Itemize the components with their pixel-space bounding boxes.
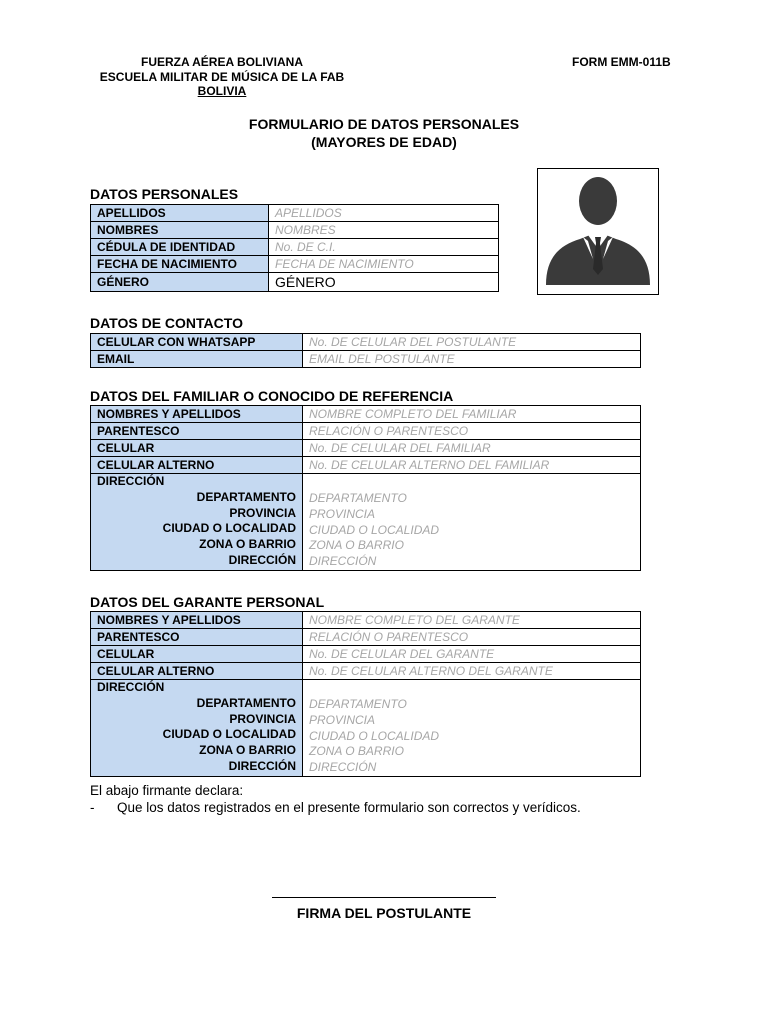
declaration-item: - Que los datos registrados en el presente formulario son correctos y verídicos. [90,800,581,815]
table-row [91,222,499,239]
table-row [91,256,499,273]
field-label: ZONA O BARRIO [199,537,296,552]
form-title-line1: FORMULARIO DE DATOS PERSONALES [248,116,520,132]
field-label: DIRECCIÓN [228,552,296,567]
table-row [91,273,499,292]
section-heading-contact: DATOS DE CONTACTO [90,315,243,331]
field-label: FECHA DE NACIMIENTO [91,256,269,273]
reference-phone-field[interactable]: No. DE CELULAR DEL FAMILIAR [303,440,641,457]
field-label: CIUDAD O LOCALIDAD [162,727,296,742]
declaration-intro: El abajo firmante declara: [90,783,244,798]
field-label: PARENTESCO [91,629,303,646]
field-label: ZONA O BARRIO [199,743,296,758]
id-number-field[interactable]: No. DE C.I. [269,239,499,256]
table-row [91,334,641,351]
field-label: PARENTESCO [91,423,303,440]
country-name: BOLIVIA [197,84,247,98]
address-label: DIRECCIÓN [97,474,165,488]
reference-name-field[interactable]: NOMBRE COMPLETO DEL FAMILIAR [303,406,641,423]
reference-zone-field[interactable]: ZONA O BARRIO [309,538,404,553]
signature-line[interactable] [272,897,496,898]
field-label: CELULAR ALTERNO [91,663,303,680]
table-row [91,457,641,474]
reference-data-table [90,405,641,571]
table-row [91,663,641,680]
address-values [303,474,641,571]
form-title-line2: (MAYORES DE EDAD) [311,134,457,150]
names-field[interactable]: NOMBRES [269,222,499,239]
field-label: EMAIL [91,351,303,368]
declaration [90,782,581,816]
section-heading-personal: DATOS PERSONALES [90,186,239,202]
photo-box[interactable] [537,168,659,295]
guarantor-alt-phone-field[interactable]: No. DE CELULAR ALTERNO DEL GARANTE [303,663,641,680]
person-silhouette-icon [538,169,657,293]
field-label: PROVINCIA [229,711,296,726]
reference-city-field[interactable]: CIUDAD O LOCALIDAD [309,522,440,537]
school-name: ESCUELA MILITAR DE MÚSICA DE LA FAB [99,69,345,84]
reference-province-field[interactable]: PROVINCIA [309,506,376,521]
surname-field[interactable]: APELLIDOS [269,205,499,222]
field-label: CÉDULA DE IDENTIDAD [91,239,269,256]
reference-department-field[interactable]: DEPARTAMENTO [309,491,407,505]
guarantor-zone-field[interactable]: ZONA O BARRIO [309,744,404,759]
table-row [91,646,641,663]
guarantor-city-field[interactable]: CIUDAD O LOCALIDAD [309,728,440,743]
field-label: NOMBRES Y APELLIDOS [91,612,303,629]
guarantor-relationship-field[interactable]: RELACIÓN O PARENTESCO [303,629,641,646]
gender-select[interactable]: GÉNERO [269,273,499,292]
guarantor-department-field[interactable]: DEPARTAMENTO [309,697,407,711]
section-heading-reference: DATOS DEL FAMILIAR O CONOCIDO DE REFERENCIA [90,388,454,404]
field-label: CELULAR [91,440,303,457]
reference-relationship-field[interactable]: RELACIÓN O PARENTESCO [303,423,641,440]
field-label: CELULAR ALTERNO [91,457,303,474]
field-label: NOMBRES Y APELLIDOS [91,406,303,423]
address-labels [91,680,303,777]
table-row [91,474,641,571]
birthdate-field[interactable]: FECHA DE NACIMIENTO [269,256,499,273]
field-label: DIRECCIÓN [228,758,296,773]
field-label: CIUDAD O LOCALIDAD [162,521,296,536]
field-label: CELULAR CON WHATSAPP [91,334,303,351]
form-code: FORM EMM-011B [572,55,671,69]
reference-alt-phone-field[interactable]: No. DE CELULAR ALTERNO DEL FAMILIAR [303,457,641,474]
table-row [91,629,641,646]
table-row [91,205,499,222]
section-heading-guarantor: DATOS DEL GARANTE PERSONAL [90,594,325,610]
field-label: GÉNERO [91,273,269,292]
reference-address-field[interactable]: DIRECCIÓN [309,554,377,569]
personal-data-table [90,204,499,292]
whatsapp-field[interactable]: No. DE CELULAR DEL POSTULANTE [303,334,641,351]
field-label: NOMBRES [91,222,269,239]
table-row [91,351,641,368]
table-row [91,612,641,629]
address-labels [91,474,303,571]
form-title [0,115,768,151]
address-label: DIRECCIÓN [97,680,165,694]
table-row [91,239,499,256]
guarantor-data-table [90,611,641,777]
field-label: PROVINCIA [229,505,296,520]
field-label: APELLIDOS [91,205,269,222]
field-label: CELULAR [91,646,303,663]
signature-label: FIRMA DEL POSTULANTE [296,905,472,921]
field-label: DEPARTAMENTO [196,695,296,710]
table-row [91,440,641,457]
guarantor-address-field[interactable]: DIRECCIÓN [309,760,377,775]
org-name: FUERZA AÉREA BOLIVIANA [141,55,303,69]
contact-data-table [90,333,641,368]
table-row [91,423,641,440]
guarantor-phone-field[interactable]: No. DE CELULAR DEL GARANTE [303,646,641,663]
institution-header [88,55,356,99]
guarantor-province-field[interactable]: PROVINCIA [309,712,376,727]
email-field[interactable]: EMAIL DEL POSTULANTE [303,351,641,368]
table-row [91,680,641,777]
table-row [91,406,641,423]
field-label: DEPARTAMENTO [196,489,296,504]
address-values [303,680,641,777]
guarantor-name-field[interactable]: NOMBRE COMPLETO DEL GARANTE [303,612,641,629]
